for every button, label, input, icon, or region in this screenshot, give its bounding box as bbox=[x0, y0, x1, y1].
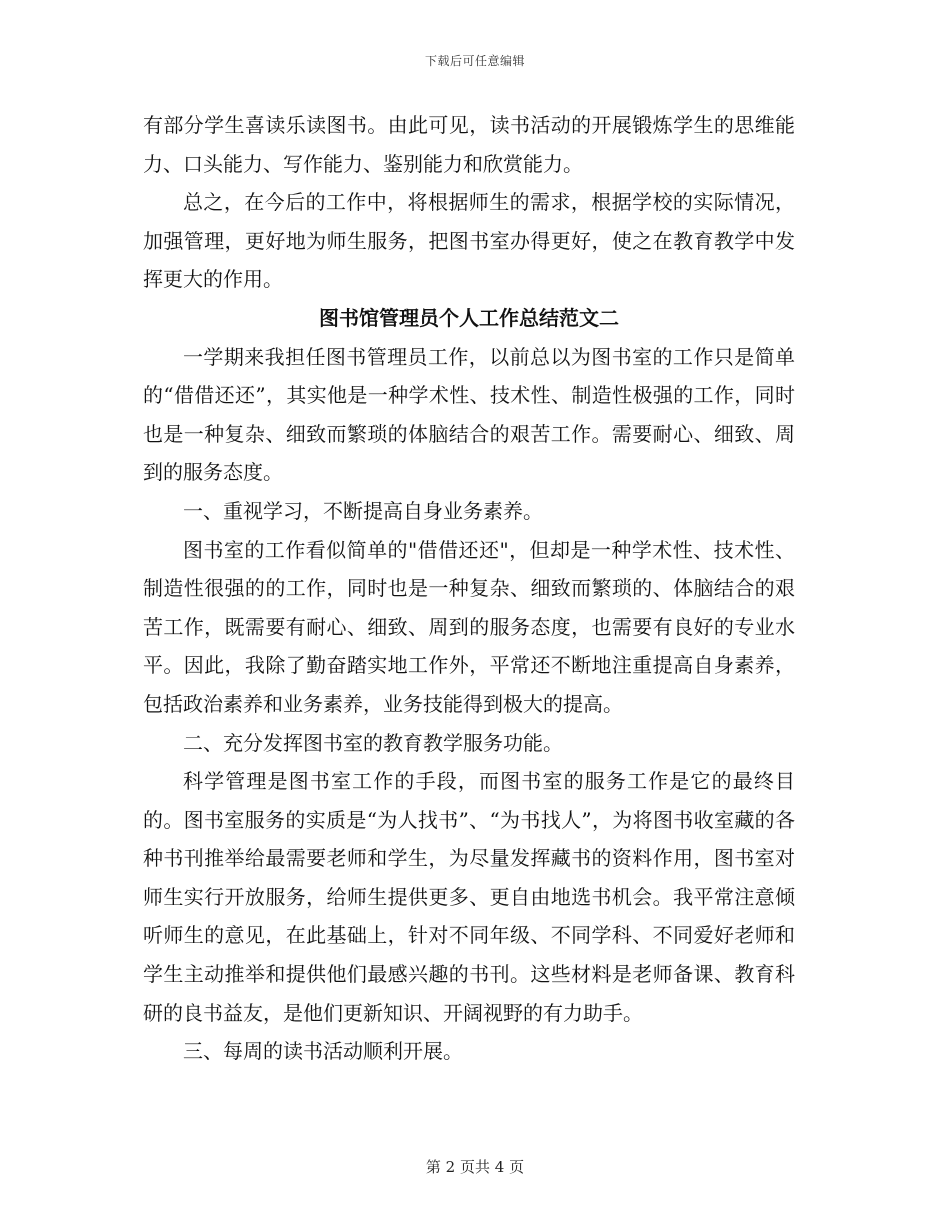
document-body bbox=[143, 106, 795, 1071]
paragraph-section-1: 图书室的工作看似简单的"借借还还"，但却是一种学术性、技术性、制造性很强的的工作，同时也是一种复杂、细致而繁琐的、体脑结合的艰苦工作，既需要有耐心、细致、周到的服务态度，也需要有良好的专业水平。因此，我除了勤奋踏实地工作外，平常还不断地注重提高自身素养，包括政治素养和业务素养，业务技能得到极大的提高。 bbox=[143, 537, 795, 716]
section-title: 图书馆管理员个人工作总结范文二 bbox=[319, 305, 619, 330]
subheading-2: 二、充分发挥图书室的教育教学服务功能。 bbox=[183, 730, 563, 755]
subheading-1: 一、重视学习，不断提高自身业务素养。 bbox=[183, 498, 543, 523]
paragraph-conclusion: 总之，在今后的工作中，将根据师生的需求，根据学校的实际情况，加强管理，更好地为师生服务，把图书室办得更好，使之在教育教学中发挥更大的作用。 bbox=[143, 190, 795, 292]
paragraph-section-2: 科学管理是图书室工作的手段，而图书室的服务工作是它的最终目的。图书室服务的实质是“为人找书”、“为书找人”，为将图书收室藏的各种书刊推举给最需要老师和学生，为尽量发挥藏书的资料作用，图书室对师生实行开放服务，给师生提供更多、更自由地选书机会。我平常注意倾听师生的意见，在此基础上，针对不同年级、不同学科、不同爱好老师和学生主动推举和提供他们最感兴趣的书刊。这些材料是老师备课、教育科研的良书益友，是他们更新知识、开阔视野的有力助手。 bbox=[143, 769, 795, 1025]
paragraph-intro: 一学期来我担任图书管理员工作，以前总以为图书室的工作只是简单的“借借还还”，其实他是一种学术性、技术性、制造性极强的工作，同时也是一种复杂、细致而繁琐的体脑结合的艰苦工作。需要耐心、细致、周到的服务态度。 bbox=[143, 344, 795, 485]
subheading-3: 三、每周的读书活动顺利开展。 bbox=[183, 1039, 463, 1064]
paragraph-continuation: 有部分学生喜读乐读图书。由此可见，读书活动的开展锻炼学生的思维能力、口头能力、写作能力、鉴别能力和欣赏能力。 bbox=[143, 113, 795, 176]
page-footer: 第 2 页共 4 页 bbox=[425, 1158, 525, 1176]
page-header: 下载后可任意编辑 bbox=[424, 54, 525, 68]
